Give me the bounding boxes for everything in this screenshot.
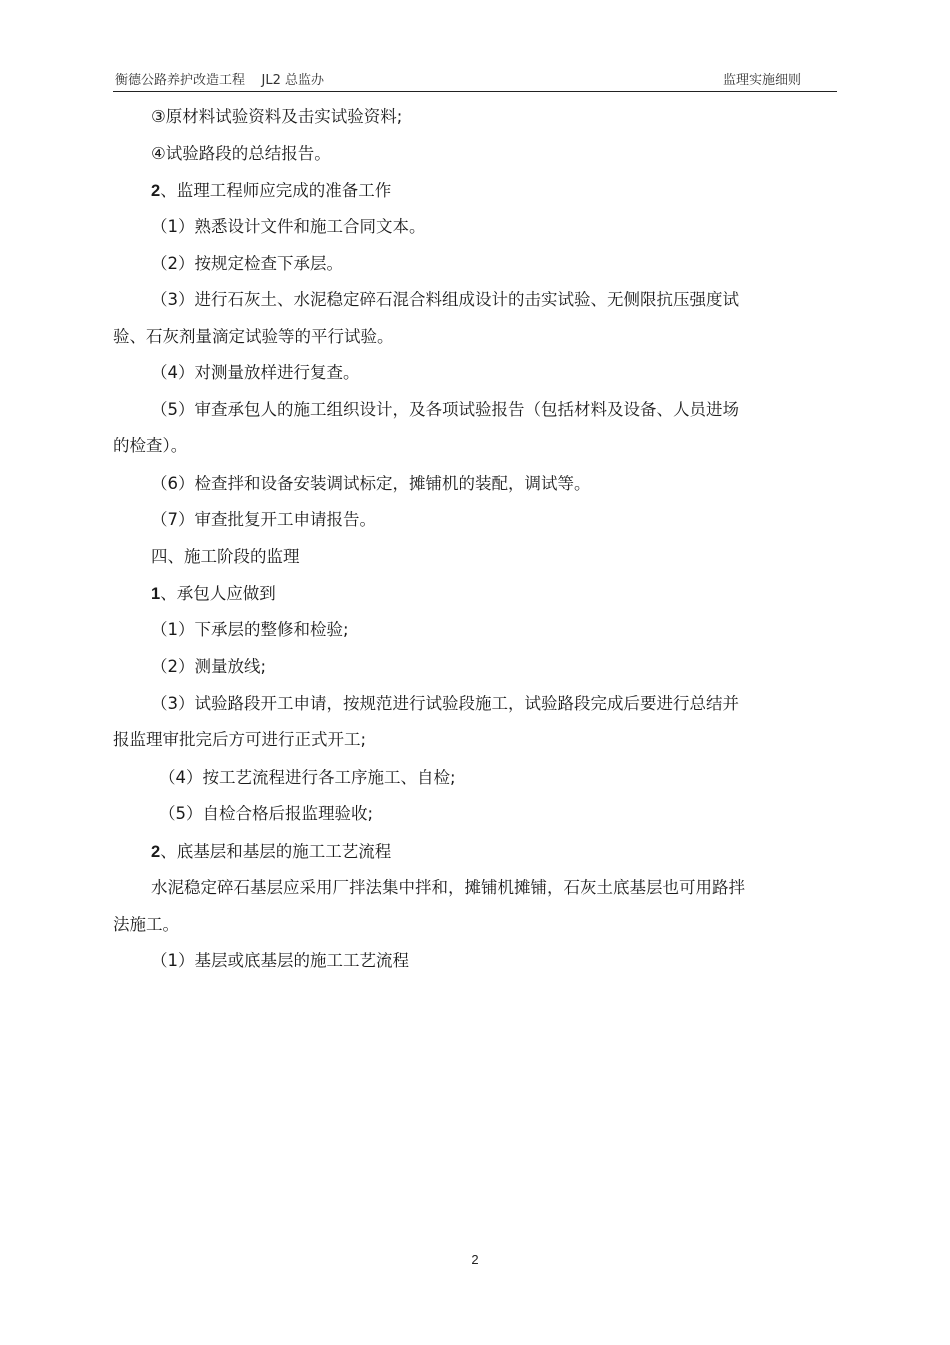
header-document-type: 监理实施细则 [722, 73, 801, 88]
section-heading-contractor-duties: 1、承包人应做到 [151, 584, 276, 603]
list-item-6: （6）检查拌和设备安装调试标定，摊铺机的装配，调试等。 [151, 474, 591, 493]
list-item-2: （2）按规定检查下承层。 [151, 254, 343, 273]
header-divider [113, 91, 837, 92]
list-item-4: （4）按工艺流程进行各工序施工、自检; [159, 768, 456, 787]
list-item-1: （1）熟悉设计文件和施工合同文本。 [151, 217, 426, 236]
page-header [113, 66, 837, 90]
section-heading-engineer-preparation: 2、监理工程师应完成的准备工作 [151, 181, 392, 200]
paragraph-base-layer-method-continued: 法施工。 [113, 915, 179, 934]
list-item-1: （1）下承层的整修和检验; [151, 620, 349, 639]
list-item-3: （3）试验路段开工申请，按规范进行试验段施工，试验路段完成后要进行总结并 [151, 694, 739, 713]
list-item-material-test-data: ③原材料试验资料及击实试验资料; [151, 107, 403, 126]
header-project-title: 衡德公路养护改造工程 JL2 总监办 [115, 73, 325, 88]
list-item-5: （5）审查承包人的施工组织设计，及各项试验报告（包括材料及设备、人员进场 [151, 400, 739, 419]
paragraph-base-layer-method: 水泥稳定碎石基层应采用厂拌法集中拌和，摊铺机摊铺，石灰土底基层也可用路拌 [151, 878, 745, 897]
list-item-3-continued: 验、石灰剂量滴定试验等的平行试验。 [113, 327, 394, 346]
section-heading-construction-stage: 四、施工阶段的监理 [151, 547, 300, 566]
list-item-7: （7）审查批复开工申请报告。 [151, 510, 376, 529]
page-number: 2 [471, 1252, 479, 1267]
list-item-2: （2）测量放线; [151, 657, 267, 676]
list-item-3: （3）进行石灰土、水泥稳定碎石混合料组成设计的击实试验、无侧限抗压强度试 [151, 290, 739, 309]
list-item-4: （4）对测量放样进行复查。 [151, 363, 360, 382]
list-item-3-continued: 报监理审批完后方可进行正式开工; [113, 730, 367, 749]
list-item-trial-section-report: ④试验路段的总结报告。 [151, 144, 331, 163]
list-item-5: （5）自检合格后报监理验收; [159, 804, 374, 823]
list-item-1: （1）基层或底基层的施工工艺流程 [151, 951, 409, 970]
section-heading-process-flow: 2、底基层和基层的施工工艺流程 [151, 842, 392, 861]
list-item-5-continued: 的检查）。 [113, 436, 188, 455]
